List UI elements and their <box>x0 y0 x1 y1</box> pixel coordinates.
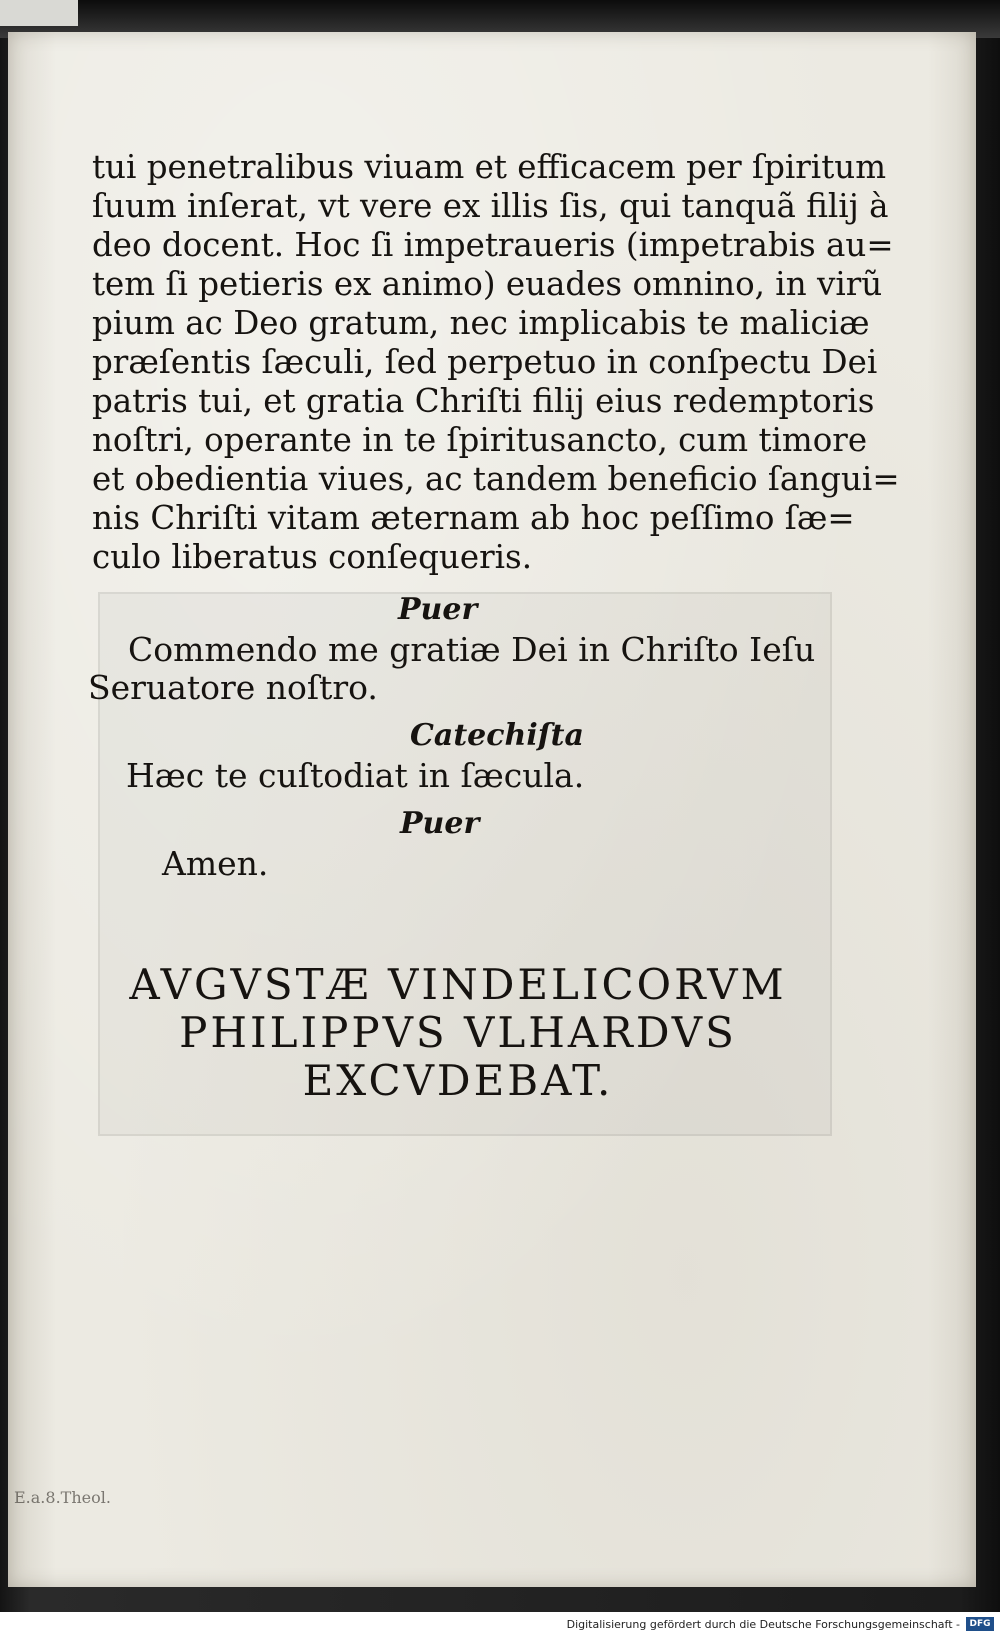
body-text-block <box>92 148 900 577</box>
body-line: deo docent. Hoc ſi impetraueris (impetrabis au= <box>92 226 894 264</box>
body-line: culo liberatus conſequeris. <box>92 538 533 576</box>
speaker-label-catechista: Catechiſta <box>410 718 584 753</box>
body-line: patris tui, et gratia Chriſti filij eius redemptoris <box>92 382 875 420</box>
body-line: præſentis ſæculi, ſed perpetuo in conſpectu Dei <box>92 343 878 381</box>
imprint-line: EXCVDEBAT. <box>302 1056 614 1105</box>
imprint-line: AVGVSTÆ VINDELICORVM <box>129 960 787 1009</box>
reply-line: Amen. <box>162 844 269 883</box>
reply-line: Seruatore noſtro. <box>88 668 378 707</box>
funding-credit: Digitalisierung gefördert durch die Deutsche Forschungsgemeinschaft - <box>566 1618 960 1631</box>
body-line: nis Chriſti vitam æternam ab hoc peſſimo ſæ= <box>92 499 855 537</box>
body-line: tem ſi petieris ex animo) euades omnino, in virũ <box>92 265 883 303</box>
reply-line: Commendo me gratiæ Dei in Chriſto Ieſu <box>128 630 816 669</box>
body-line: pium ac Deo gratum, nec implicabis te maliciæ <box>92 304 870 342</box>
speaker-label-puer: Puer <box>400 806 480 841</box>
library-shelfmark: E.a.8.Theol. <box>14 1488 111 1507</box>
body-line: noſtri, operante in te ſpiritusancto, cum timore <box>92 421 868 459</box>
reply-line: Hæc te cuſtodiat in ſæcula. <box>126 756 585 795</box>
scan-edge-tab <box>0 0 78 26</box>
body-line: tui penetralibus viuam et efficacem per ſpiritum <box>92 148 887 186</box>
imprint-line: PHILIPPVS VLHARDVS <box>179 1008 737 1057</box>
speaker-label-puer: Puer <box>398 592 478 627</box>
dfg-logo-icon[interactable]: DFG <box>966 1617 994 1631</box>
body-line: et obedientia viues, ac tandem beneficio ſangui= <box>92 460 900 498</box>
body-line: ſuum inſerat, vt vere ex illis ſis, qui tanquã filij à <box>92 187 889 225</box>
